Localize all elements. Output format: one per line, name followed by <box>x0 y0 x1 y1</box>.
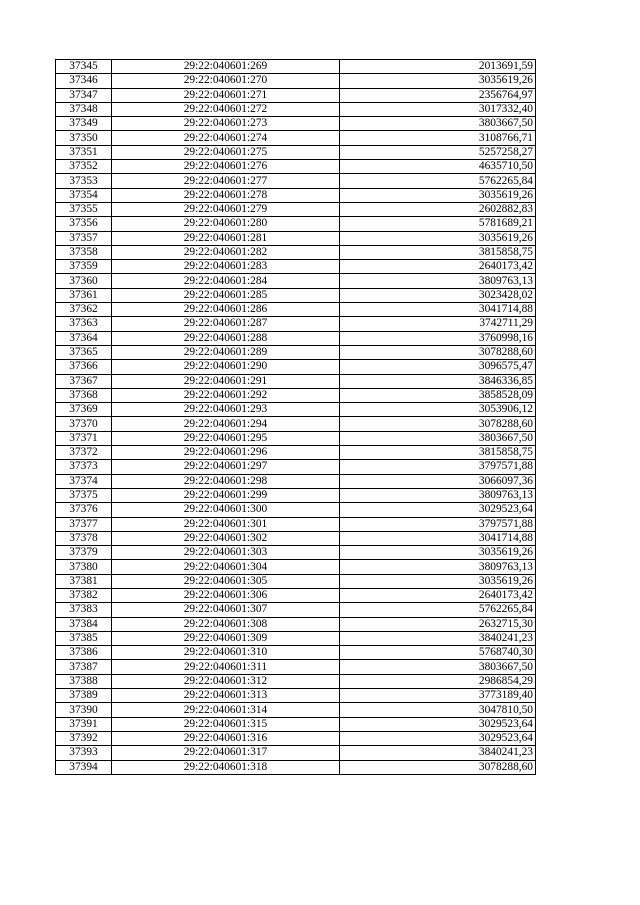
cadastral-value-cell: 3815858,75 <box>340 446 536 460</box>
cadastral-number-cell: 29:22:040601:315 <box>112 717 340 731</box>
cadastral-value-cell: 3041714,88 <box>340 531 536 545</box>
cadastral-value-table <box>55 59 536 775</box>
cadastral-value-cell: 4635710,50 <box>340 160 536 174</box>
cadastral-value-cell: 3053906,12 <box>340 403 536 417</box>
cadastral-number-cell: 29:22:040601:308 <box>112 617 340 631</box>
row-number-cell: 37355 <box>56 202 112 216</box>
row-number-cell: 37380 <box>56 560 112 574</box>
cadastral-number-cell: 29:22:040601:285 <box>112 288 340 302</box>
cadastral-number-cell: 29:22:040601:280 <box>112 217 340 231</box>
cadastral-number-cell: 29:22:040601:317 <box>112 746 340 760</box>
row-number-cell: 37361 <box>56 288 112 302</box>
row-number-cell: 37346 <box>56 74 112 88</box>
cadastral-value-cell: 3797571,88 <box>340 517 536 531</box>
table-row <box>56 74 536 88</box>
cadastral-number-cell: 29:22:040601:273 <box>112 117 340 131</box>
table-row <box>56 660 536 674</box>
table-body <box>56 60 536 775</box>
table-row <box>56 717 536 731</box>
cadastral-value-cell: 5762265,84 <box>340 174 536 188</box>
cadastral-value-cell: 2640173,42 <box>340 588 536 602</box>
cadastral-value-cell: 3029523,64 <box>340 731 536 745</box>
cadastral-number-cell: 29:22:040601:304 <box>112 560 340 574</box>
table-row <box>56 446 536 460</box>
table-row <box>56 117 536 131</box>
cadastral-number-cell: 29:22:040601:309 <box>112 631 340 645</box>
row-number-cell: 37388 <box>56 674 112 688</box>
cadastral-number-cell: 29:22:040601:274 <box>112 131 340 145</box>
cadastral-value-cell: 2640173,42 <box>340 260 536 274</box>
row-number-cell: 37379 <box>56 546 112 560</box>
table-row <box>56 760 536 774</box>
cadastral-number-cell: 29:22:040601:306 <box>112 588 340 602</box>
cadastral-value-cell: 2602882,83 <box>340 202 536 216</box>
cadastral-value-cell: 3029523,64 <box>340 717 536 731</box>
row-number-cell: 37377 <box>56 517 112 531</box>
row-number-cell: 37359 <box>56 260 112 274</box>
cadastral-value-cell: 3797571,88 <box>340 460 536 474</box>
cadastral-number-cell: 29:22:040601:281 <box>112 231 340 245</box>
row-number-cell: 37387 <box>56 660 112 674</box>
cadastral-value-cell: 3078288,60 <box>340 760 536 774</box>
row-number-cell: 37356 <box>56 217 112 231</box>
cadastral-number-cell: 29:22:040601:293 <box>112 403 340 417</box>
cadastral-number-cell: 29:22:040601:291 <box>112 374 340 388</box>
cadastral-number-cell: 29:22:040601:305 <box>112 574 340 588</box>
cadastral-number-cell: 29:22:040601:283 <box>112 260 340 274</box>
cadastral-number-cell: 29:22:040601:279 <box>112 202 340 216</box>
cadastral-value-cell: 5781689,21 <box>340 217 536 231</box>
cadastral-number-cell: 29:22:040601:314 <box>112 703 340 717</box>
row-number-cell: 37383 <box>56 603 112 617</box>
cadastral-value-cell: 2013691,59 <box>340 60 536 74</box>
cadastral-number-cell: 29:22:040601:318 <box>112 760 340 774</box>
row-number-cell: 37368 <box>56 388 112 402</box>
table-row <box>56 460 536 474</box>
cadastral-value-cell: 3096575,47 <box>340 360 536 374</box>
cadastral-value-cell: 3803667,50 <box>340 431 536 445</box>
table-row <box>56 288 536 302</box>
row-number-cell: 37386 <box>56 646 112 660</box>
cadastral-number-cell: 29:22:040601:316 <box>112 731 340 745</box>
table-row <box>56 245 536 259</box>
row-number-cell: 37347 <box>56 88 112 102</box>
table-row <box>56 560 536 574</box>
row-number-cell: 37374 <box>56 474 112 488</box>
cadastral-value-cell: 3035619,26 <box>340 188 536 202</box>
cadastral-number-cell: 29:22:040601:301 <box>112 517 340 531</box>
table-row <box>56 388 536 402</box>
cadastral-number-cell: 29:22:040601:282 <box>112 245 340 259</box>
table-row <box>56 631 536 645</box>
cadastral-number-cell: 29:22:040601:276 <box>112 160 340 174</box>
table-row <box>56 202 536 216</box>
table-row <box>56 403 536 417</box>
row-number-cell: 37348 <box>56 102 112 116</box>
table-row <box>56 260 536 274</box>
table-row <box>56 574 536 588</box>
table-row <box>56 703 536 717</box>
cadastral-number-cell: 29:22:040601:303 <box>112 546 340 560</box>
row-number-cell: 37358 <box>56 245 112 259</box>
table-row <box>56 603 536 617</box>
cadastral-value-cell: 3035619,26 <box>340 574 536 588</box>
cadastral-number-cell: 29:22:040601:278 <box>112 188 340 202</box>
cadastral-value-cell: 3803667,50 <box>340 117 536 131</box>
row-number-cell: 37381 <box>56 574 112 588</box>
cadastral-number-cell: 29:22:040601:277 <box>112 174 340 188</box>
table-row <box>56 145 536 159</box>
cadastral-value-cell: 3846336,85 <box>340 374 536 388</box>
table-row <box>56 374 536 388</box>
table-row <box>56 417 536 431</box>
cadastral-value-cell: 3047810,50 <box>340 703 536 717</box>
cadastral-number-cell: 29:22:040601:298 <box>112 474 340 488</box>
cadastral-value-cell: 3809763,13 <box>340 274 536 288</box>
table-row <box>56 217 536 231</box>
cadastral-number-cell: 29:22:040601:294 <box>112 417 340 431</box>
row-number-cell: 37360 <box>56 274 112 288</box>
cadastral-number-cell: 29:22:040601:271 <box>112 88 340 102</box>
row-number-cell: 37392 <box>56 731 112 745</box>
table-row <box>56 474 536 488</box>
table-row <box>56 174 536 188</box>
row-number-cell: 37363 <box>56 317 112 331</box>
row-number-cell: 37385 <box>56 631 112 645</box>
table-row <box>56 345 536 359</box>
table-row <box>56 317 536 331</box>
row-number-cell: 37349 <box>56 117 112 131</box>
cadastral-value-cell: 5257258,27 <box>340 145 536 159</box>
cadastral-value-cell: 3041714,88 <box>340 303 536 317</box>
cadastral-value-cell: 3023428,02 <box>340 288 536 302</box>
cadastral-number-cell: 29:22:040601:287 <box>112 317 340 331</box>
table-row <box>56 517 536 531</box>
cadastral-number-cell: 29:22:040601:284 <box>112 274 340 288</box>
cadastral-number-cell: 29:22:040601:312 <box>112 674 340 688</box>
table-row <box>56 488 536 502</box>
cadastral-value-cell: 3035619,26 <box>340 74 536 88</box>
table-row <box>56 231 536 245</box>
row-number-cell: 37394 <box>56 760 112 774</box>
table-row <box>56 588 536 602</box>
cadastral-number-cell: 29:22:040601:313 <box>112 689 340 703</box>
cadastral-value-cell: 3066097,36 <box>340 474 536 488</box>
table-row <box>56 303 536 317</box>
row-number-cell: 37373 <box>56 460 112 474</box>
cadastral-value-cell: 3858528,09 <box>340 388 536 402</box>
cadastral-value-cell: 3840241,23 <box>340 746 536 760</box>
row-number-cell: 37393 <box>56 746 112 760</box>
row-number-cell: 37353 <box>56 174 112 188</box>
row-number-cell: 37366 <box>56 360 112 374</box>
row-number-cell: 37390 <box>56 703 112 717</box>
row-number-cell: 37364 <box>56 331 112 345</box>
cadastral-number-cell: 29:22:040601:270 <box>112 74 340 88</box>
cadastral-value-cell: 3029523,64 <box>340 503 536 517</box>
row-number-cell: 37357 <box>56 231 112 245</box>
table-row <box>56 674 536 688</box>
row-number-cell: 37391 <box>56 717 112 731</box>
cadastral-value-cell: 5762265,84 <box>340 603 536 617</box>
table-row <box>56 731 536 745</box>
cadastral-number-cell: 29:22:040601:300 <box>112 503 340 517</box>
cadastral-value-cell: 3815858,75 <box>340 245 536 259</box>
table-row <box>56 646 536 660</box>
cadastral-value-cell: 3035619,26 <box>340 546 536 560</box>
cadastral-value-cell: 3773189,40 <box>340 689 536 703</box>
row-number-cell: 37375 <box>56 488 112 502</box>
cadastral-value-cell: 3078288,60 <box>340 345 536 359</box>
cadastral-number-cell: 29:22:040601:311 <box>112 660 340 674</box>
cadastral-value-cell: 3840241,23 <box>340 631 536 645</box>
cadastral-value-cell: 5768740,30 <box>340 646 536 660</box>
cadastral-number-cell: 29:22:040601:295 <box>112 431 340 445</box>
row-number-cell: 37369 <box>56 403 112 417</box>
table-row <box>56 617 536 631</box>
row-number-cell: 37370 <box>56 417 112 431</box>
row-number-cell: 37367 <box>56 374 112 388</box>
cadastral-value-cell: 3760998,16 <box>340 331 536 345</box>
row-number-cell: 37352 <box>56 160 112 174</box>
cadastral-number-cell: 29:22:040601:269 <box>112 60 340 74</box>
table-row <box>56 689 536 703</box>
cadastral-value-cell: 3809763,13 <box>340 560 536 574</box>
row-number-cell: 37351 <box>56 145 112 159</box>
table-row <box>56 274 536 288</box>
table-row <box>56 160 536 174</box>
row-number-cell: 37376 <box>56 503 112 517</box>
table-row <box>56 431 536 445</box>
cadastral-value-cell: 3809763,13 <box>340 488 536 502</box>
row-number-cell: 37365 <box>56 345 112 359</box>
cadastral-value-cell: 3078288,60 <box>340 417 536 431</box>
cadastral-value-cell: 3742711,29 <box>340 317 536 331</box>
table-row <box>56 88 536 102</box>
cadastral-number-cell: 29:22:040601:297 <box>112 460 340 474</box>
table-row <box>56 188 536 202</box>
cadastral-number-cell: 29:22:040601:289 <box>112 345 340 359</box>
cadastral-number-cell: 29:22:040601:275 <box>112 145 340 159</box>
table-row <box>56 746 536 760</box>
row-number-cell: 37371 <box>56 431 112 445</box>
row-number-cell: 37354 <box>56 188 112 202</box>
cadastral-number-cell: 29:22:040601:299 <box>112 488 340 502</box>
cadastral-value-cell: 3803667,50 <box>340 660 536 674</box>
table-row <box>56 131 536 145</box>
table-row <box>56 331 536 345</box>
row-number-cell: 37389 <box>56 689 112 703</box>
cadastral-number-cell: 29:22:040601:290 <box>112 360 340 374</box>
row-number-cell: 37362 <box>56 303 112 317</box>
row-number-cell: 37350 <box>56 131 112 145</box>
cadastral-value-cell: 2986854,29 <box>340 674 536 688</box>
cadastral-value-cell: 3108766,71 <box>340 131 536 145</box>
row-number-cell: 37372 <box>56 446 112 460</box>
cadastral-number-cell: 29:22:040601:296 <box>112 446 340 460</box>
cadastral-number-cell: 29:22:040601:272 <box>112 102 340 116</box>
cadastral-number-cell: 29:22:040601:292 <box>112 388 340 402</box>
table-row <box>56 531 536 545</box>
cadastral-value-cell: 2632715,30 <box>340 617 536 631</box>
cadastral-number-cell: 29:22:040601:288 <box>112 331 340 345</box>
cadastral-number-cell: 29:22:040601:302 <box>112 531 340 545</box>
table-row <box>56 503 536 517</box>
row-number-cell: 37384 <box>56 617 112 631</box>
cadastral-number-cell: 29:22:040601:307 <box>112 603 340 617</box>
cadastral-value-cell: 2356764,97 <box>340 88 536 102</box>
table-row <box>56 546 536 560</box>
cadastral-number-cell: 29:22:040601:310 <box>112 646 340 660</box>
cadastral-value-cell: 3017332,40 <box>340 102 536 116</box>
table-row <box>56 360 536 374</box>
row-number-cell: 37378 <box>56 531 112 545</box>
table-row <box>56 102 536 116</box>
row-number-cell: 37382 <box>56 588 112 602</box>
table-row <box>56 60 536 74</box>
cadastral-value-cell: 3035619,26 <box>340 231 536 245</box>
row-number-cell: 37345 <box>56 60 112 74</box>
cadastral-number-cell: 29:22:040601:286 <box>112 303 340 317</box>
